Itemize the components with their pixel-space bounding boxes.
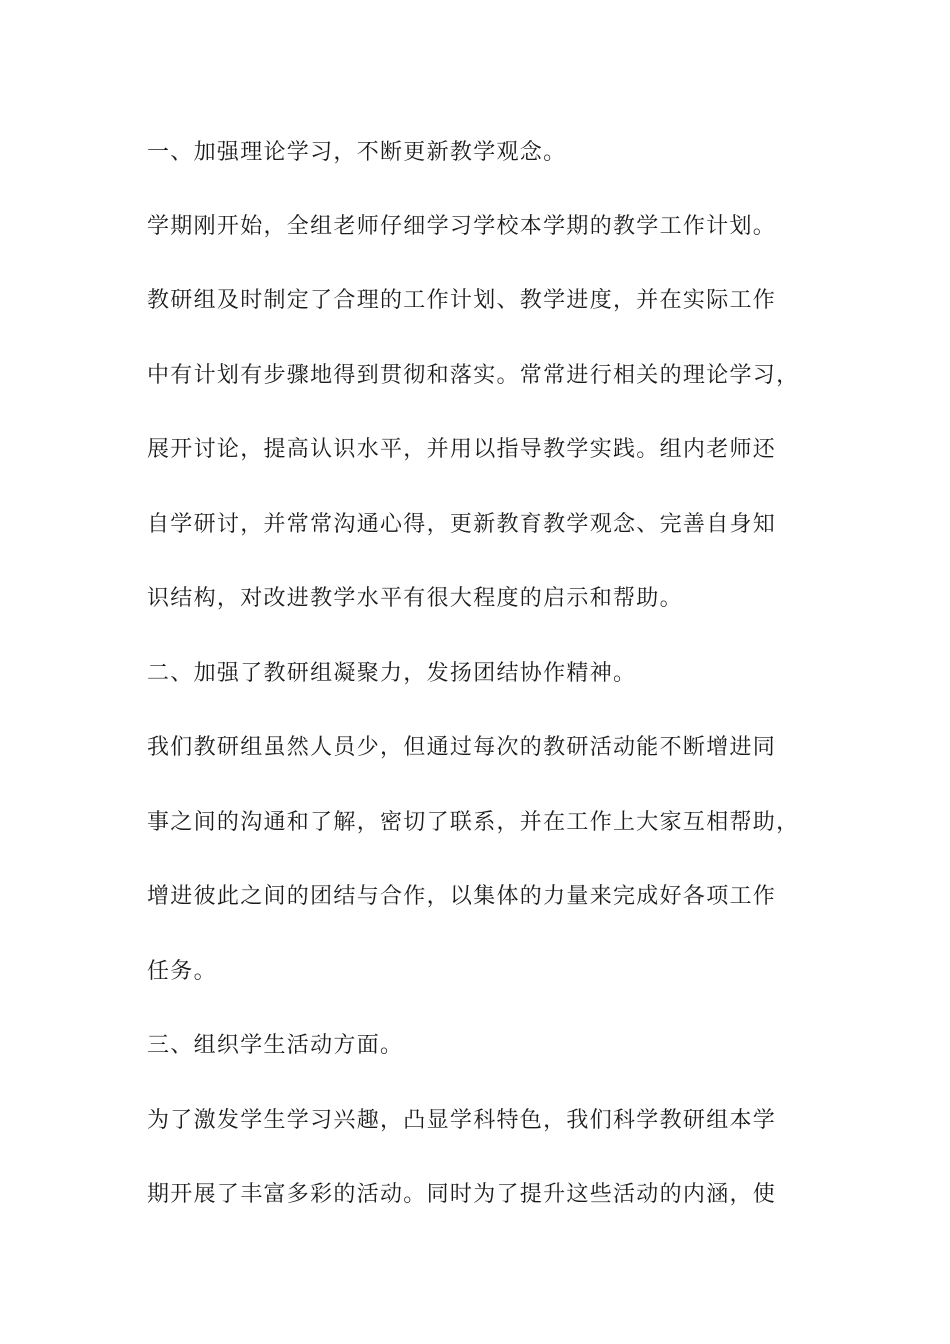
paragraph-line: 展开讨论，提高认识水平，并用以指导教学实践。组内老师还 <box>147 437 777 462</box>
paragraph-line: 学期刚开始，全组老师仔细学习学校本学期的教学工作计划。 <box>147 214 777 239</box>
paragraph-line: 任务。 <box>147 959 217 984</box>
paragraph-line: 中有计划有步骤地得到贯彻和落实。常常进行相关的理论学习， <box>147 363 800 388</box>
paragraph-line: 自学研讨，并常常沟通心得，更新教育教学观念、完善自身知 <box>147 512 777 537</box>
paragraph-line: 教研组及时制定了合理的工作计划、教学进度，并在实际工作 <box>147 288 777 313</box>
paragraph-line: 增进彼此之间的团结与合作，以集体的力量来完成好各项工作 <box>147 884 777 909</box>
paragraph-line: 为了激发学生学习兴趣，凸显学科特色，我们科学教研组本学 <box>147 1108 777 1133</box>
paragraph-line: 识结构，对改进教学水平有很大程度的启示和帮助。 <box>147 586 683 611</box>
heading-1: 一、加强理论学习，不断更新教学观念。 <box>147 140 567 165</box>
heading-2: 二、加强了教研组凝聚力，发扬团结协作精神。 <box>147 661 637 686</box>
paragraph-line: 我们教研组虽然人员少，但通过每次的教研活动能不断增进同 <box>147 735 777 760</box>
paragraph-line: 事之间的沟通和了解，密切了联系，并在工作上大家互相帮助， <box>147 810 800 835</box>
paragraph-line: 期开展了丰富多彩的活动。同时为了提升这些活动的内涵，使 <box>147 1182 777 1207</box>
heading-3: 三、组织学生活动方面。 <box>147 1033 404 1058</box>
